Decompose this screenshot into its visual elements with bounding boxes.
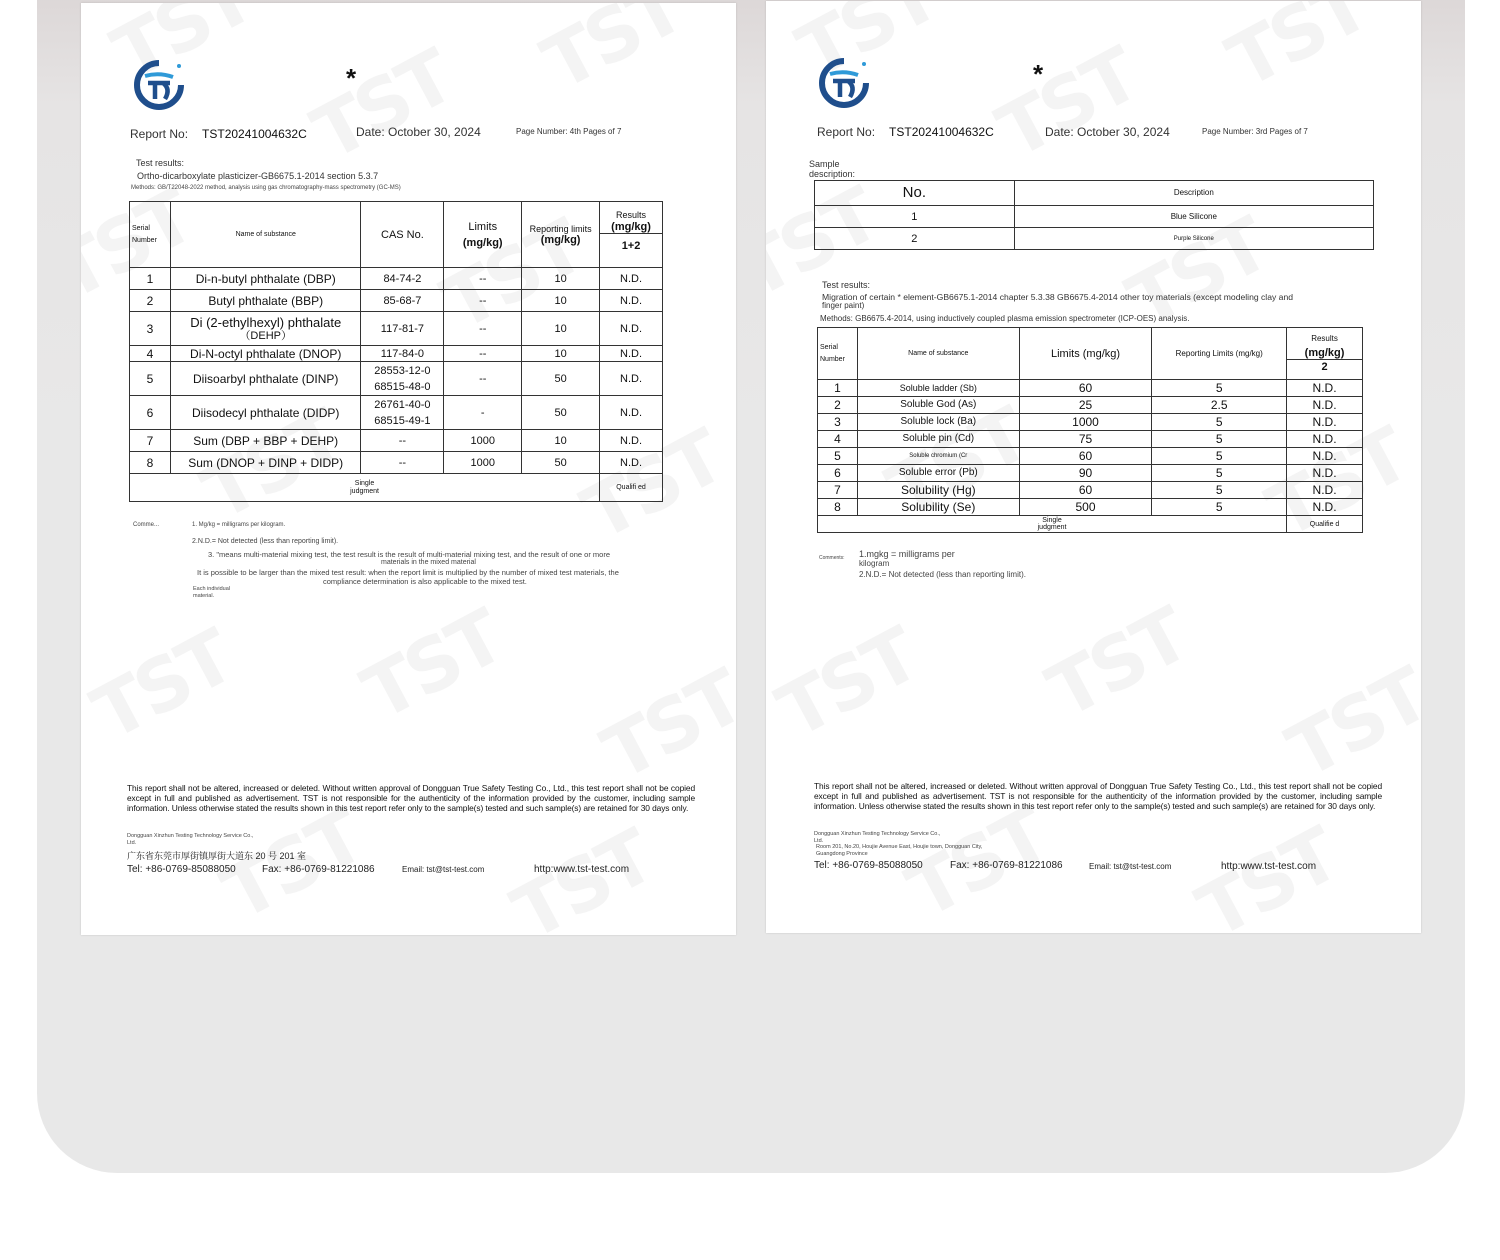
note-2: 2.N.D.= Not detected (less than reporting limit). <box>859 570 1026 579</box>
table-row: 3 Di (2-ethylhexyl) phthalate （DEHP） 117-81-7 -- 10 N.D. <box>130 312 663 346</box>
watermark <box>349 595 515 738</box>
test-results-label: Test results: <box>136 158 185 168</box>
watermark <box>529 3 695 107</box>
watermark <box>299 35 465 178</box>
disclaimer: This report shall not be altered, increased or deleted. Without written approval of Dongguan True Safety Testing Co., Ltd., this test report shall not be copied except in full and published as advertisement. TST is not responsible for the authenticity of the information provided by the customer, including sample information. Unless otherwise stated the results shown in this test report refer only to the sample(s) tested and such sample(s) are retained for 30 days only. <box>127 783 695 813</box>
test-item-2: finger paint) <box>822 301 865 310</box>
address: Room 201, No.20, Houjie Avenue East, Houjie town, Dongguan City, <box>816 844 983 850</box>
header-reporting: Reporting Limits (mg/kg) <box>1152 328 1287 380</box>
report-date: Date: October 30, 2024 <box>356 125 481 139</box>
report-number: Report No: TST20241004632C <box>130 127 307 141</box>
fax: Fax: +86-0769-81221086 <box>950 860 1063 871</box>
note-4b: compliance determination is also applicable to the mixed test. <box>323 577 527 586</box>
fax: Fax: +86-0769-81221086 <box>262 864 375 875</box>
watermark <box>589 655 736 798</box>
header-serial: Serial Number <box>818 328 858 380</box>
note-5b: material. <box>193 593 215 599</box>
tel: Tel: +86-0769-85088050 <box>127 864 236 875</box>
judgment-row: Single judgment Qualifi ed <box>130 474 663 502</box>
note-1: 1.mgkg = milligrams per <box>859 549 955 559</box>
note-3b: materials in the mixed material <box>381 559 476 566</box>
note-1b: kilogram <box>859 559 890 568</box>
note-5: Each individual <box>193 586 230 592</box>
sample-description-label: Sample description: <box>809 159 856 179</box>
star-mark: * <box>1033 59 1044 89</box>
method: Methods: GB/T22048-2022 method, analysis using gas chromatography-mass spectrometry (GC-MS) <box>131 185 401 191</box>
address-2: Guangdong Province <box>816 851 868 857</box>
note-4: It is possible to be larger than the mixed test result: when the report limit is multiplied by the number of mixed test materials, the <box>197 568 619 577</box>
watermark <box>1034 593 1200 736</box>
company-name-2: Ltd. <box>814 838 824 844</box>
table-row: 8 Sum (DNOP + DINP + DIDP) -- 1000 50 N.D. <box>130 452 663 474</box>
header-limits: Limits (mg/kg) <box>444 202 522 268</box>
comments-label: Comments: <box>819 555 845 561</box>
tel: Tel: +86-0769-85088050 <box>814 860 923 871</box>
table-row: 5 Soluble chromium (Cr 60 5 N.D. <box>818 448 1363 465</box>
website: http:www.tst-test.com <box>1221 861 1317 872</box>
email: Email: tst@tst-test.com <box>1089 862 1172 871</box>
table-row: 6 Diisodecyl phthalate (DIDP) 26761-40-0 68515-49-1 - 50 N.D. <box>130 396 663 430</box>
company-name: Dongguan Xinzhun Testing Technology Service Co., <box>814 831 941 837</box>
header-results: Results (mg/kg) 2 <box>1287 328 1363 380</box>
table-row: 7 Solubility (Hg) 60 5 N.D. <box>818 482 1363 499</box>
results-table <box>817 327 1363 533</box>
sample-row: 2 Purple Silicone <box>815 228 1374 250</box>
note-1: 1. Mg/kg = milligrams per kilogram. <box>192 522 286 528</box>
header-name: Name of substance <box>170 202 361 268</box>
table-row: 4 Di-N-octyl phthalate (DNOP) 117-84-0 -- 10 N.D. <box>130 346 663 362</box>
report-number: Report No: TST20241004632C <box>817 125 994 139</box>
email: Email: tst@tst-test.com <box>402 865 485 874</box>
tst-logo-icon <box>818 57 870 109</box>
header-name: Name of substance <box>857 328 1019 380</box>
watermark <box>1274 653 1421 796</box>
company-name-2: Ltd. <box>127 840 137 846</box>
table-row: 1 Di-n-butyl phthalate (DBP) 84-74-2 -- 10 N.D. <box>130 268 663 290</box>
method: Methods: GB6675.4-2014, using inductively coupled plasma emission spectrometer (ICP-OES) analysis. <box>820 314 1190 323</box>
address: 广东省东莞市厚街镇厚街大道东 20 号 201 室 <box>127 851 307 861</box>
note-2: 2.N.D.= Not detected (less than reporting limit). <box>192 538 339 545</box>
company-name: Dongguan Xinzhun Testing Technology Service Co., <box>127 833 254 839</box>
watermark <box>766 613 930 756</box>
comments-label: Comme... <box>133 522 160 528</box>
page-number: Page Number: 4th Pages of 7 <box>516 127 622 136</box>
table-row: 6 Soluble error (Pb) 90 5 N.D. <box>818 465 1363 482</box>
header-serial: Serial Number <box>130 202 171 268</box>
table-row: 8 Solubility (Se) 500 5 N.D. <box>818 499 1363 516</box>
note-3: 3. "means multi-material mixing test, the test result is the result of multi-material mixing test, and the result of one or more <box>208 550 610 559</box>
table-row: 3 Soluble lock (Ba) 1000 5 N.D. <box>818 414 1363 431</box>
report-page-3 <box>766 1 1421 933</box>
website: http:www.tst-test.com <box>534 864 630 875</box>
judgment-row: Single judgment Qualifie d <box>818 516 1363 533</box>
watermark <box>1184 813 1350 933</box>
sample-header-no: No. <box>815 181 1015 206</box>
report-page-4 <box>81 3 736 935</box>
table-row: 2 Soluble God (As) 25 2.5 N.D. <box>818 397 1363 414</box>
test-item: Ortho-dicarboxylate plasticizer-GB6675.1-2014 section 5.3.7 <box>137 171 379 181</box>
report-date: Date: October 30, 2024 <box>1045 125 1170 139</box>
test-item: Migration of certain * element-GB6675.1-2014 chapter 5.3.38 GB6675.4-2014 other toy materials (except modeling clay and <box>822 292 1294 302</box>
watermark <box>81 615 245 758</box>
table-row: 5 Diisoarbyl phthalate (DINP) 28553-12-0 68515-48-0 -- 50 N.D. <box>130 362 663 396</box>
tst-logo-icon <box>133 59 185 111</box>
results-table <box>129 201 663 502</box>
table-row: 4 Soluble pin (Cd) 75 5 N.D. <box>818 431 1363 448</box>
watermark <box>1214 1 1380 105</box>
header-limits: Limits (mg/kg) <box>1019 328 1152 380</box>
test-results-label: Test results: <box>822 280 871 290</box>
page-number: Page Number: 3rd Pages of 7 <box>1202 127 1308 136</box>
sample-table <box>814 180 1374 250</box>
table-row: 7 Sum (DBP + BBP + DEHP) -- 1000 10 N.D. <box>130 430 663 452</box>
disclaimer: This report shall not be altered, increased or deleted. Without written approval of Dongguan True Safety Testing Co., Ltd., this test report shall not be copied except in full and published as advertisement. TST is not responsible for the authenticity of the information provided by the customer, including sample information. Unless otherwise stated the results shown in this test report refer only to the sample(s) tested and such sample(s) are retained for 30 days only. <box>814 781 1382 811</box>
star-mark: * <box>346 63 357 93</box>
table-row: 2 Butyl phthalate (BBP) 85-68-7 -- 10 N.D. <box>130 290 663 312</box>
sample-row: 1 Blue Silicone <box>815 206 1374 228</box>
header-cas: CAS No. <box>361 202 444 268</box>
sample-header-desc: Description <box>1014 181 1373 206</box>
watermark <box>984 33 1150 176</box>
header-reporting: Reporting limits (mg/kg) <box>522 202 600 268</box>
header-results: Results (mg/kg) 1+2 <box>600 202 663 268</box>
table-row: 1 Soluble ladder (Sb) 60 5 N.D. <box>818 380 1363 397</box>
